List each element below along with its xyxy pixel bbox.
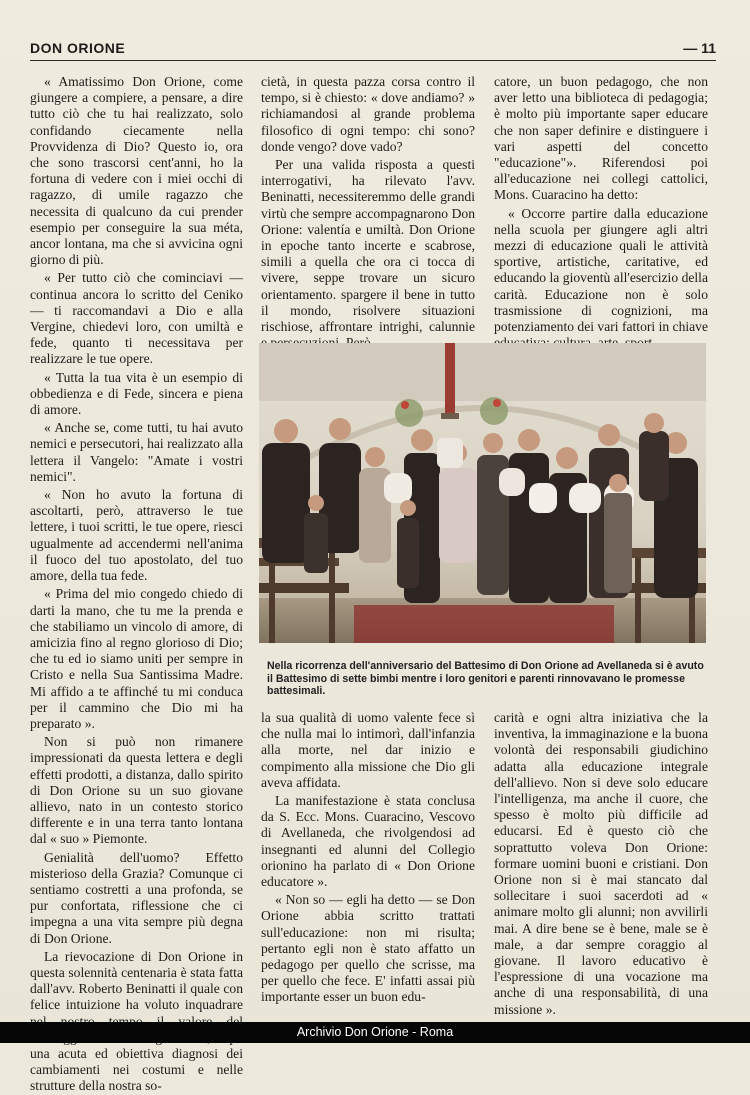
article-column-1	[30, 74, 243, 1095]
page-header	[30, 38, 716, 61]
article-column-4	[261, 710, 475, 1006]
paragraph: « Anche se, come tutti, tu hai avuto nemici e persecutori, hai realizzato alla lettera il Vangelo: "Amate i vostri nemici".	[30, 420, 243, 484]
paragraph: « Tutta la tua vita è un esempio di obbedienza e di Fede, sincera e piena di amore.	[30, 369, 243, 418]
paragraph: catore, un buon pedagogo, che non aver letto una biblioteca di pedagogia; è molto più importante saper educare che non saper definire e distinguere i vari aspetti del concetto "educazione"». Riferendosi poi all'educazione nei collegi cattolici, Mons. Cuaracino ha detto:	[494, 74, 708, 203]
paragraph: Per una valida risposta a questi interrogativi, ha rilevato l'avv. Beninatti, necessiteremmo delle grandi virtù che sempre accompagnarono Don Orione: valentía e umiltà. Don Orione in epoche tanto incerte e scabrose, simili a quella che ora ci tocca di vivere, seppe trovare un sicuro orientamento. spargere il bene in tutto il mondo, risolvere situazioni rischiose, affrontare intrighi, calunnie	[261, 157, 475, 335]
paragraph: Non si può non rimanere impressionati da questa lettera e degli effetti prodotti, a distanza, dallo spirito di Don Orione su un suo giovane allievo, nato in un contesto storico differente e in una terra tanto lontana dal « suo » Piemonte.	[30, 734, 243, 847]
paragraph: « Non ho avuto la fortuna di ascoltarti, però, attraverso le tue lettere, i tuoi scritti, le tue opere, riesci ugualmente ad accendermi nell'anima il fuoco del tuo apostolato, del tuo amore, della tua fede.	[30, 487, 243, 584]
article-column-5	[494, 710, 708, 1018]
paragraph: « Occorre partire dalla educazione nella scuola per giungere agli altri mezzi di educazione quali le attività sportive, artistiche, caritative, ed educando la gioventù all'esercizio della carità. Educazione non è solo trasmissione di cognizioni, ma potenziamento dei vari fattori in chiave	[494, 205, 709, 335]
paragraph: Genialità dell'uomo? Effetto misterioso della Grazia? Comunque ci sentiamo costretti a una profonda, se pur confortata, riflessione che ci impegna a una vita sempre più degna di Don Orione.	[30, 849, 243, 946]
paragraph: La rievocazione di Don Orione in questa solennità centenaria è stata fatta dall'avv. Roberto Beninatti il quale con felice intuizione ha voluto inquadrare una acuta ed obiettiva diagnosi dei cambiamenti nei costumi e nelle strutture della nostra so-	[30, 948, 243, 1094]
paragraph: cietà, in questa pazza corsa contro il tempo, si è chiesto: « dove andiamo? » richiamandosi al grande problema filosofico di ogni tempo: chi sono? donde vengo? dove vado?	[261, 74, 475, 154]
paragraph: « Prima del mio congedo chiedo di darti la mano, che tu me la prenda e che stabiliamo un vincolo di amore, di amicizia fino al regno glorioso di Dio; che tu ed io siamo uniti per sempre in Cristo e nella Sua Santissima Madre. Mi affido a te affinché tu mi conduca per il cammino che Dio mi ha preparato ».	[30, 586, 243, 731]
photo-caption: Nella ricorrenza dell'anniversario del Battesimo di Don Orione ad Avellaneda si è avuto il Battesimo di sette bimbi mentre i loro genitori e parenti rinnovavano le promesse battesimali.	[267, 660, 704, 697]
magazine-title: DON ORIONE	[30, 40, 126, 56]
page-number: — 11	[683, 40, 716, 56]
paragraph: La manifestazione è stata conclusa da S. Ecc. Mons. Cuaracino, Vescovo di Avellaneda, che rivolgendosi ad insegnanti ed alunni del Collegio orionino ha parlato di « Don Orione educatore ».	[261, 793, 475, 890]
paragraph: la sua qualità di uomo valente fece sì che nulla mai lo intimorì, dall'infanzia alla morte, nel dar inizio e compimento alla missione che Dio gli aveva affidata.	[261, 710, 475, 790]
archive-footer: Archivio Don Orione - Roma	[0, 1022, 750, 1043]
baptism-group-photo	[259, 343, 706, 643]
paragraph: « Amatissimo Don Orione, come giungere a compiere, a pensare, a dire tutto ciò che tu hai realizzato, solo confidando ciecamente nella Provvidenza di Dio? Questo io, ora che sono trascorsi cent'anni, ho la fortuna di vedere con i miei occhi di ragazzo, di umile ragazzo che necessita di qualcuno da cui prender esempio per conseguire la sua méta, ancor lontana, ma che si avvicina ogni giorno di più.	[30, 74, 243, 268]
article-column-3	[494, 74, 708, 351]
paragraph: carità e ogni altra iniziativa che la inventiva, la immaginazione e la buona volontà dei responsabili giudichino adatta alla educazione integrale dell'allievo. Non si deve solo educare l'intelligenza, ma anche il cuore, che spesso è molto più difficile ad educarsi. Ed è questo ciò che soprattutto voleva Don Orione: formare uomini buoni e cristiani. Don Orione non si è mai stancato dal sollecitare i suoi sacerdoti ad « animare molto gli alunni; non avvilirli mai. A dire bene se è bene, male se è male, a dar sempre coraggio al giovane. Il lavoro educativo è l'espressione di una vocazione ma anche di una responsabilità, di una missione ».	[494, 710, 708, 1017]
paragraph: « Non so — egli ha detto — se Don Orione abbia scritto trattati sull'educazione: non mi risulta; pertanto egli non è stato affatto un pedagogo per quello che scrisse, ma per quello che fece. E' infatti assai più importante esser un buon edu-	[261, 892, 475, 1005]
article-column-2	[261, 74, 475, 351]
paragraph: « Per tutto ciò che cominciavi — continua ancora lo scritto del Ceniko — ti raccomandavi a Dio e alla Vergine, chiedevi loro, con umiltà e fede, quanto ti necessitava per realizzare le tue opere.	[30, 270, 243, 367]
